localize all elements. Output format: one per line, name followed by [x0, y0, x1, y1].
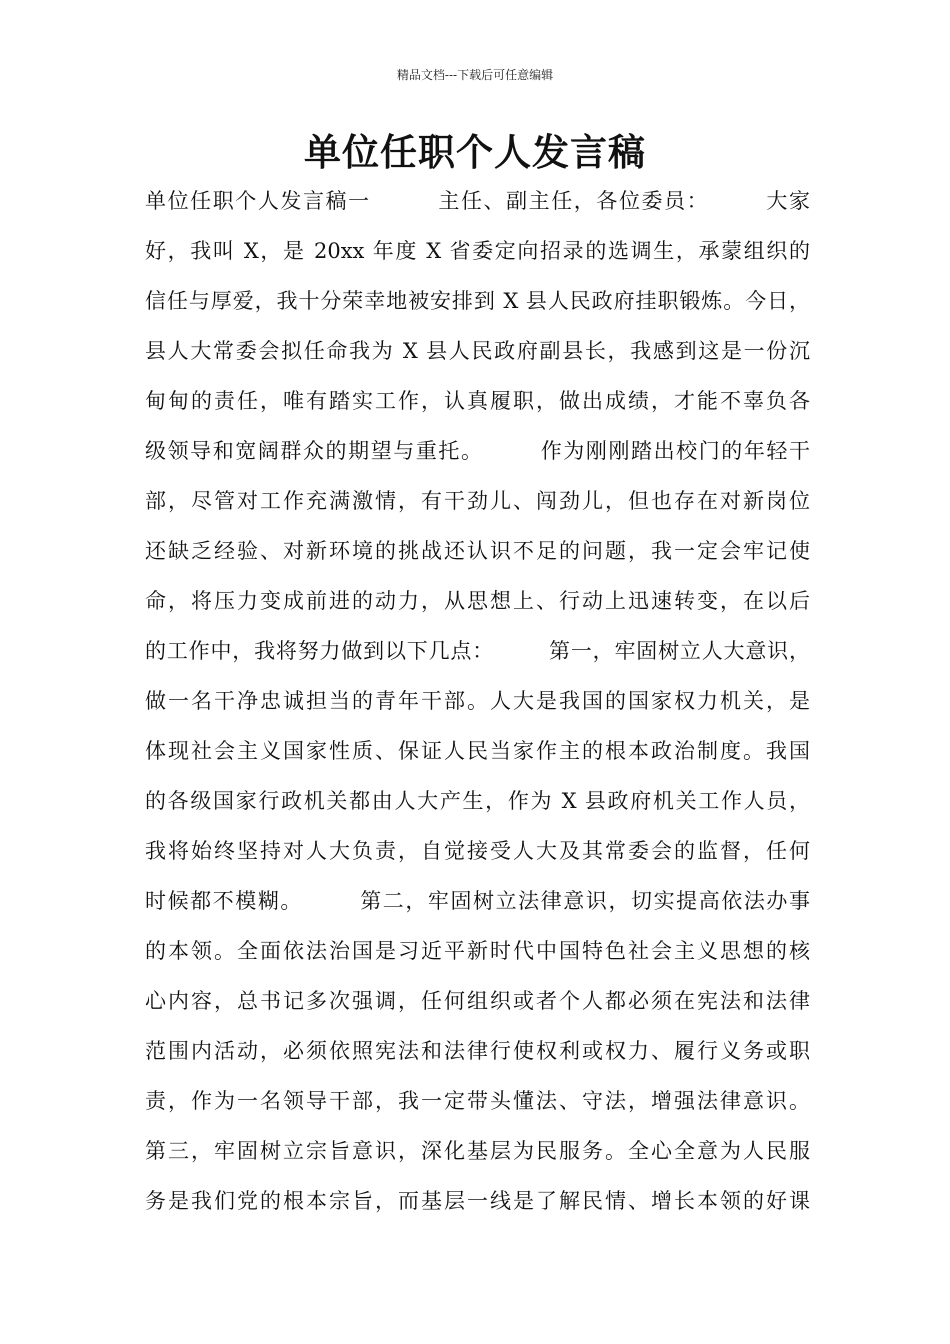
body-line: 的工作中，我将努力做到以下几点： 第一，牢固树立人大意识， [145, 639, 810, 663]
body-line: 级领导和宽阔群众的期望与重托。 作为刚刚踏出校门的年轻干 [145, 439, 810, 463]
body-line: 好，我叫 X，是 20xx 年度 X 省委定向招录的选调生，承蒙组织的 [145, 239, 810, 263]
body-line: 我将始终坚持对人大负责，自觉接受人大及其常委会的监督，任何 [145, 839, 810, 863]
body-line: 的本领。全面依法治国是习近平新时代中国特色社会主义思想的核 [145, 939, 810, 963]
body-line: 县人大常委会拟任命我为 X 县人民政府副县长，我感到这是一份沉 [145, 339, 810, 363]
body-line: 范围内活动，必须依照宪法和法律行使权利或权力、履行义务或职 [145, 1039, 810, 1063]
body-line: 的各级国家行政机关都由人大产生，作为 X 县政府机关工作人员， [145, 789, 810, 813]
header-note: 精品文档---下载后可任意编辑 [396, 68, 554, 82]
body-line: 甸甸的责任，唯有踏实工作，认真履职，做出成绩，才能不辜负各 [145, 389, 810, 413]
body-line: 做一名干净忠诚担当的青年干部。人大是我国的国家权力机关，是 [145, 689, 810, 713]
body-line: 时候都不模糊。 第二，牢固树立法律意识，切实提高依法办事 [145, 889, 810, 913]
body-line: 务是我们党的根本宗旨，而基层一线是了解民情、增长本领的好课 [145, 1189, 810, 1213]
body-line: 部，尽管对工作充满激情，有干劲儿、闯劲儿，但也存在对新岗位 [145, 489, 810, 513]
body-line: 体现社会主义国家性质、保证人民当家作主的根本政治制度。我国 [145, 739, 810, 763]
document-body [145, 176, 810, 1226]
body-line: 单位任职个人发言稿一 主任、副主任，各位委员： 大家 [145, 189, 810, 213]
body-line: 信任与厚爱，我十分荣幸地被安排到 X 县人民政府挂职锻炼。今日， [145, 289, 810, 313]
body-line: 命，将压力变成前进的动力，从思想上、行动上迅速转变，在以后 [145, 589, 810, 613]
body-line: 心内容，总书记多次强调，任何组织或者个人都必须在宪法和法律 [145, 989, 810, 1013]
document-title: 单位任职个人发言稿 [304, 130, 646, 174]
body-line: 还缺乏经验、对新环境的挑战还认识不足的问题，我一定会牢记使 [145, 539, 810, 563]
body-line: 责，作为一名领导干部，我一定带头懂法、守法，增强法律意识。 [145, 1089, 810, 1113]
body-line: 第三，牢固树立宗旨意识，深化基层为民服务。全心全意为人民服 [145, 1139, 810, 1163]
